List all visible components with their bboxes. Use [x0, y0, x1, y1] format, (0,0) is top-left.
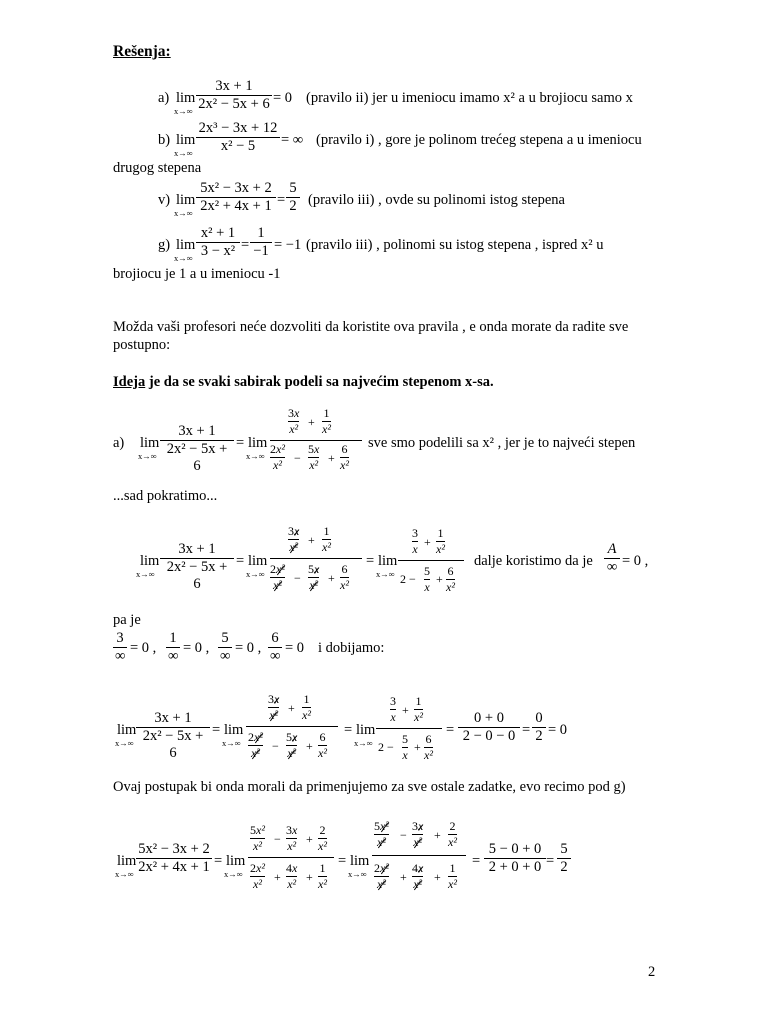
- lim: lim: [378, 553, 398, 569]
- lim-sub: x→∞: [246, 569, 265, 579]
- lim: lim: [176, 90, 196, 106]
- equals: =: [277, 192, 286, 208]
- explain-b: (pravilo i) , gore je polinom trećeg stepena a u imeniocu: [316, 132, 642, 148]
- idea-word: Ideja: [113, 374, 146, 390]
- lim: lim: [140, 553, 160, 569]
- idea-text: je da se svaki sabirak podeli sa najvećim stepenom x-sa.: [145, 374, 494, 390]
- explain-g-cont: brojiocu je 1 a u imeniocu -1: [113, 266, 281, 282]
- lim-sub: x→∞: [136, 569, 155, 579]
- lim-sub: x→∞: [115, 738, 134, 748]
- fraction-result-v: $\frac{5}{2}$: [286, 180, 300, 215]
- lim-sub: x→∞: [348, 869, 367, 879]
- fraction-v: $\frac{\text{5x² − 3x + 2}}{\text{2x² + 4x + 1}}$: [196, 180, 276, 215]
- lim-sub: x→∞: [174, 148, 193, 158]
- lim-sub: x→∞: [138, 451, 157, 461]
- lim-sub: x→∞: [174, 253, 193, 263]
- label-v: v): [158, 192, 171, 208]
- paragraph: Možda vaši profesori neće dozvoliti da koristite ova pravila , e onda morate da radite sve: [113, 319, 629, 335]
- sad-pokratimo: ...sad pokratimo...: [113, 488, 218, 504]
- simplified-fraction: 3 x + 1 x² 2 − 5 x + 6 x²: [398, 526, 464, 598]
- lim: lim: [226, 853, 246, 869]
- idea-line: [113, 374, 494, 391]
- explain-b-cont: drugog stepena: [113, 160, 202, 176]
- compound-fraction-crossed: 3x x² + 1 x² 2x² x² − 5x x² + 6 x²: [270, 524, 362, 602]
- explain-divide: sve smo podelili sa x² , jer je to najveći stepen: [368, 435, 636, 451]
- page-number: 2: [648, 964, 656, 980]
- lim-sub: x→∞: [376, 569, 395, 579]
- explain-v: (pravilo iii) , ovde su polinomi istog stepena: [308, 192, 565, 208]
- explain-a: (pravilo ii) jer u imeniocu imamo x² a u brojiocu samo x: [306, 90, 633, 106]
- equals: =: [366, 553, 375, 569]
- solutions-heading: Rešenja:: [113, 43, 171, 60]
- equals: =: [241, 237, 250, 253]
- lim: lim: [176, 192, 196, 208]
- explain-g: (pravilo iii) , polinomi su istog stepena , ispred x² u: [306, 237, 604, 253]
- lim: lim: [176, 132, 196, 148]
- lim: lim: [248, 553, 268, 569]
- label-a: a): [158, 90, 170, 106]
- lim-sub: x→∞: [222, 738, 241, 748]
- lim: lim: [117, 722, 137, 738]
- ovaj-paragraph: Ovaj postupak bi onda morali da primenjujemo za sve ostale zadatke, evo recimo pod g): [113, 779, 626, 795]
- equals: =: [236, 435, 245, 451]
- lim: lim: [356, 722, 376, 738]
- lim-sub: x→∞: [354, 738, 373, 748]
- fraction-b: $\frac{\text{2x³ − 3x + 12}}{\text{x² − 5}}$: [196, 120, 280, 155]
- lim-sub: x→∞: [174, 106, 193, 116]
- lim: lim: [176, 237, 196, 253]
- eq-zero: = 0 ,: [622, 553, 649, 569]
- lim: lim: [248, 435, 268, 451]
- label-g: g): [158, 237, 171, 253]
- label-b: b): [158, 132, 171, 148]
- pa-je: pa je: [113, 612, 141, 628]
- compound-fraction: 3x x² + 1 x² 2x² x² − 5x x² + 6 x²: [270, 406, 362, 476]
- lim: lim: [350, 853, 370, 869]
- fraction-g2: $\frac{1}{-1}$: [250, 225, 272, 260]
- compound-fraction-crossed-2: 3x x² + 1 x² 2x² x² − 5x x² + 6 x²: [246, 692, 338, 772]
- explain-further: dalje koristimo da je: [474, 553, 593, 569]
- fraction-a: $\frac{3x + 1}{\text{2x² − 5x + 6}}$: [196, 78, 272, 113]
- lim-sub: x→∞: [174, 208, 193, 218]
- lim-sub: x→∞: [246, 451, 265, 461]
- fraction-a2: $\frac{3x + 1}{\text{2x² − 5x + 6}}$: [160, 423, 234, 475]
- lim-sub: x→∞: [224, 869, 243, 879]
- lim: lim: [117, 853, 137, 869]
- fraction-a3: $\frac{3x + 1}{\text{2x² − 5x + 6}}$: [160, 541, 234, 593]
- result-g: = −1: [274, 237, 302, 253]
- lim-sub: x→∞: [115, 869, 134, 879]
- result-a: = 0: [273, 90, 293, 106]
- dobijamo: i dobijamo:: [318, 640, 385, 656]
- fraction-A-inf: A ∞: [604, 541, 620, 576]
- paragraph-cont: postupno:: [113, 337, 171, 353]
- lim: lim: [224, 722, 244, 738]
- fraction-g: $\frac{\text{x² + 1}}{\text{3 − x²}}$: [196, 225, 240, 260]
- result-b: = ∞: [281, 132, 304, 148]
- label-a2: a): [113, 435, 125, 451]
- equals: =: [236, 553, 245, 569]
- lim: lim: [140, 435, 160, 451]
